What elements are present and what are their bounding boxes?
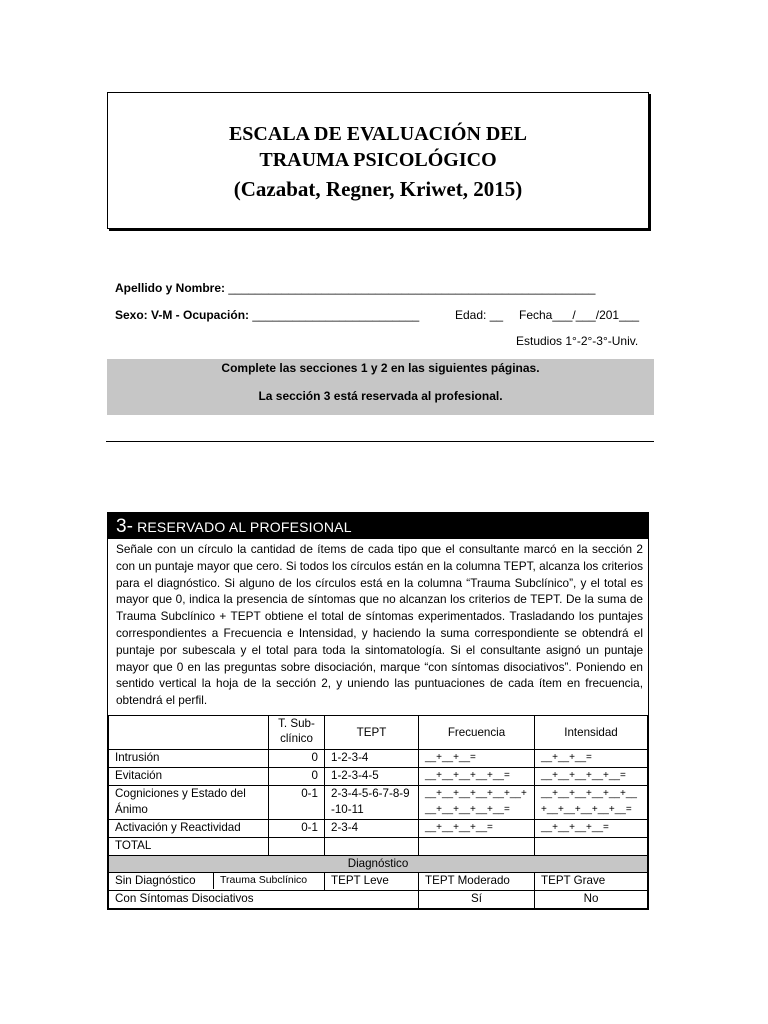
row-intensity[interactable]: __+__+__+__= xyxy=(535,820,648,838)
header-tept: TEPT xyxy=(325,716,419,750)
section-title: RESERVADO AL PROFESIONAL xyxy=(137,519,352,535)
option-subclinical[interactable]: Trauma Subclínico xyxy=(220,874,308,886)
divider xyxy=(106,441,654,442)
option-tept-severe[interactable]: TEPT Grave xyxy=(535,873,648,891)
dissociative-label: Con Síntomas Disociativos xyxy=(109,891,419,909)
table-row-total xyxy=(109,838,648,856)
title-line-2: TRAUMA PSICOLÓGICO xyxy=(259,149,497,171)
notice-line-1: Complete las secciones 1 y 2 en las siguientes páginas. xyxy=(221,361,540,375)
row-tept[interactable]: 1-2-3-4 xyxy=(325,750,419,768)
row-frequency[interactable]: __+__+__+__= xyxy=(419,820,535,838)
notice-line-2: La sección 3 está reservada al profesional. xyxy=(258,389,503,403)
header-frequency: Frecuencia xyxy=(419,716,535,750)
row-label: Cogniciones y Estado del Ánimo xyxy=(109,786,269,820)
instructions-p1: Señale con un círculo la cantidad de ítems de cada tipo que el consultante marcó en la sección 2 con un puntaje mayor que cero. Si todos los círculos están en la columna TEPT, alcanza los criterios para el diagnóstico. Si alguno de los círculos está en la columna “Trauma Subclínico”, y el total es mayor que 0, indica la presencia de síntomas que no alcanzan los criterios de TEPT. De la suma de Trauma Subclínico + TEPT obtiene el total de síntomas experimentados. Trasladando los puntajes correspondientes a Frecuencia e Intensidad, y haciendo la suma correspondiente se obtendrá el puntaje por subescala y el total para toda la sintomatología. xyxy=(116,542,643,657)
row-label: Evitación xyxy=(109,768,269,786)
sex-label: Sexo: V-M - Ocupación: xyxy=(115,308,250,322)
age-field[interactable]: Edad: __ xyxy=(455,308,504,322)
dissociative-row xyxy=(109,891,648,909)
option-tept-moderate[interactable]: TEPT Moderado xyxy=(419,873,535,891)
notice-box xyxy=(107,359,654,415)
dissociative-no[interactable]: No xyxy=(535,891,648,909)
table-row xyxy=(109,786,648,820)
row-intensity[interactable]: __+__+__+__+__+__+__+__+__+__+__= xyxy=(535,786,648,820)
occupation-blank[interactable]: _________________________ xyxy=(252,308,420,322)
section-3 xyxy=(107,512,649,910)
total-subclinical[interactable] xyxy=(269,838,325,856)
section-3-header xyxy=(108,513,648,539)
dissociative-yes[interactable]: Sí xyxy=(419,891,535,909)
instructions xyxy=(108,539,648,715)
title-line-3: (Cazabat, Regner, Kriwet, 2015) xyxy=(233,177,523,201)
title-box xyxy=(107,92,649,229)
row-subclinical[interactable]: 0 xyxy=(269,750,325,768)
instructions-p2: Si el consultante asignó un puntaje mayor que 0 en las preguntas sobre disociación, marque “con síntomas disociativos”. Poniendo en sentido vertical la hoja de la sección 2, y uniendo las puntuaciones de cada ítem en frecuencia, obtendrá el perfil. xyxy=(116,642,644,708)
studies-field[interactable]: Estudios 1°-2°-3°-Univ. xyxy=(516,334,639,348)
header-subclinical: T. Sub-clínico xyxy=(269,716,325,750)
row-intensity[interactable]: __+__+__+__+__= xyxy=(535,768,648,786)
row-frequency[interactable]: __+__+__+__+__+__+__+__+__+__+__= xyxy=(419,786,535,820)
section-number: 3- xyxy=(116,516,133,537)
diagnosis-row xyxy=(109,873,648,891)
row-label: TOTAL xyxy=(109,838,269,856)
title-line-1: ESCALA DE EVALUACIÓN DEL xyxy=(228,123,528,145)
row-frequency[interactable]: __+__+__= xyxy=(419,750,535,768)
table-row xyxy=(109,750,648,768)
total-frequency[interactable] xyxy=(419,838,535,856)
date-field[interactable]: Fecha___/___/201___ xyxy=(519,308,640,322)
scoring-table xyxy=(108,715,648,909)
row-frequency[interactable]: __+__+__+__+__= xyxy=(419,768,535,786)
header-intensity: Intensidad xyxy=(535,716,648,750)
diagnosis-header-row xyxy=(109,856,648,873)
row-tept[interactable]: 2-3-4-5-6-7-8-9-10-11 xyxy=(325,786,419,820)
row-subclinical[interactable]: 0 xyxy=(269,768,325,786)
table-row xyxy=(109,768,648,786)
row-label: Activación y Reactividad xyxy=(109,820,269,838)
option-no-diagnosis[interactable]: Sin Diagnóstico xyxy=(109,873,214,889)
row-tept[interactable]: 2-3-4 xyxy=(325,820,419,838)
name-field[interactable] xyxy=(115,281,595,295)
total-intensity[interactable] xyxy=(535,838,648,856)
name-blank[interactable]: _______________________________________________________ xyxy=(228,281,596,295)
option-tept-mild[interactable]: TEPT Leve xyxy=(325,873,419,891)
row-tept[interactable]: 1-2-3-4-5 xyxy=(325,768,419,786)
name-label: Apellido y Nombre: xyxy=(115,281,226,295)
total-tept[interactable] xyxy=(325,838,419,856)
row-subclinical[interactable]: 0-1 xyxy=(269,786,325,820)
header-empty xyxy=(109,716,269,750)
row-subclinical[interactable]: 0-1 xyxy=(269,820,325,838)
diagnosis-header: Diagnóstico xyxy=(109,856,648,873)
row-intensity[interactable]: __+__+__= xyxy=(535,750,648,768)
sex-occupation-field[interactable] xyxy=(115,308,419,322)
row-label: Intrusión xyxy=(109,750,269,768)
table-row xyxy=(109,820,648,838)
table-header-row xyxy=(109,716,648,750)
